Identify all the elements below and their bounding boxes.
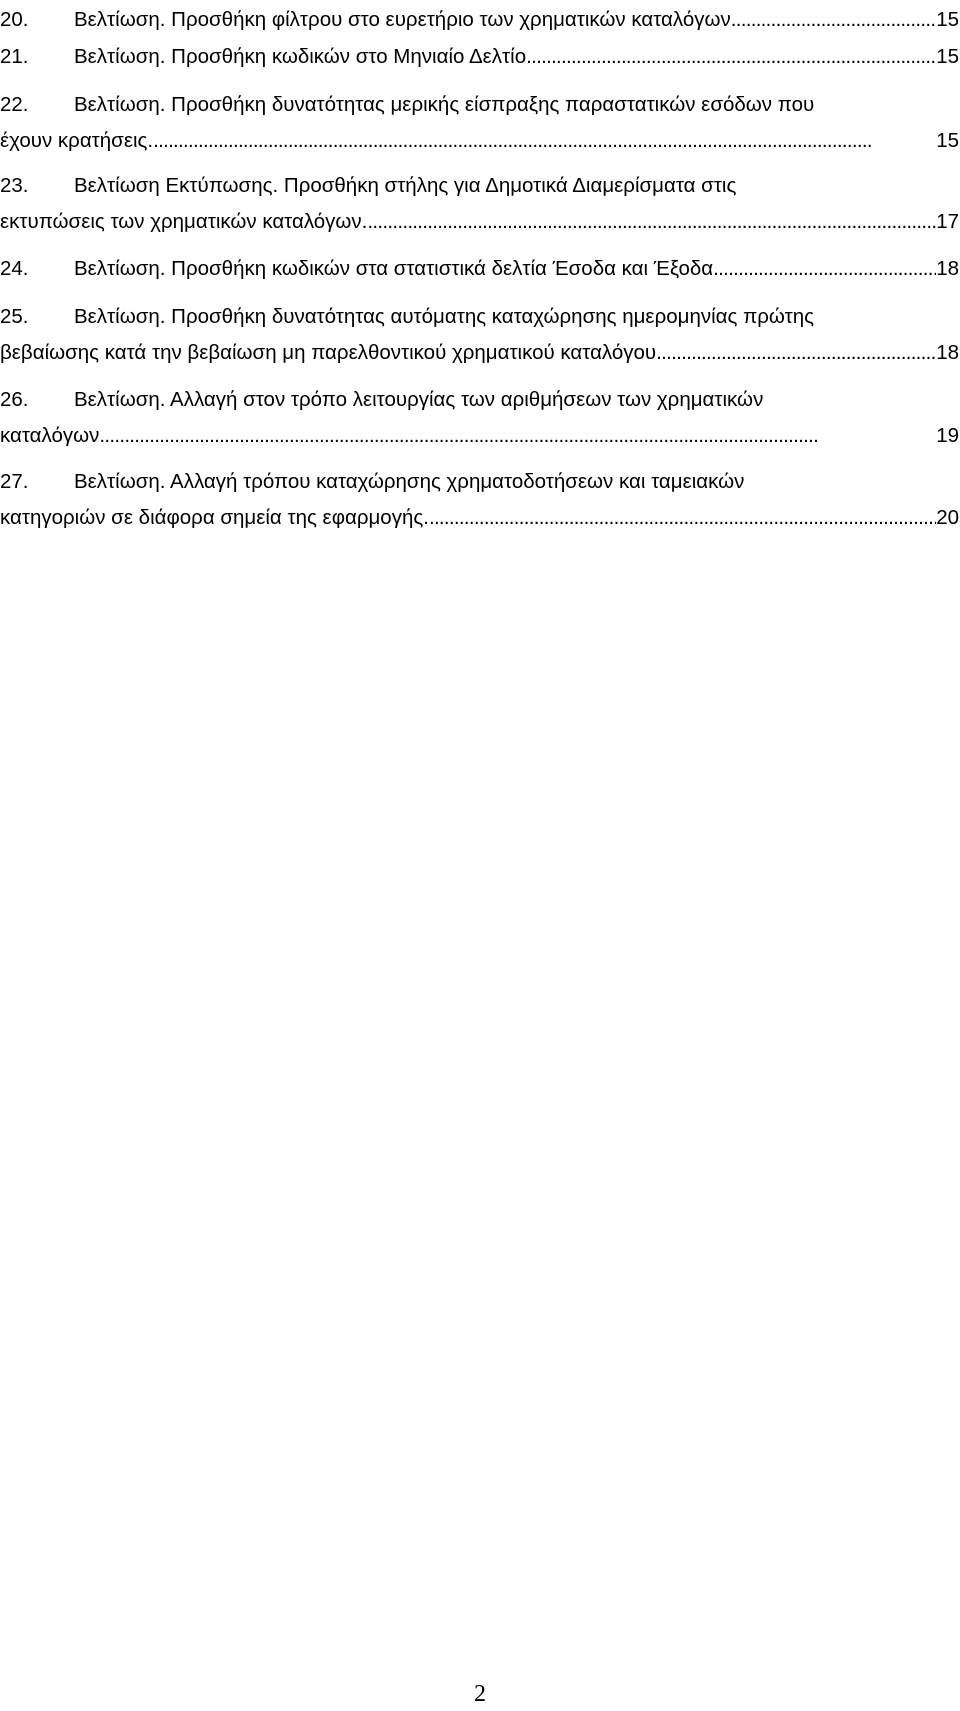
- toc-entry-line: [0, 202, 960, 242]
- toc-entry-line: [0, 297, 960, 337]
- toc-leader-dots: [99, 416, 936, 456]
- toc-entry-title: Βελτίωση. Προσθήκη φίλτρου στο ευρετήριο των χρηματικών καταλόγων: [74, 8, 731, 31]
- toc-entry-page: 17: [936, 210, 959, 233]
- toc-leader-dots: [153, 121, 936, 161]
- toc-entry-title: Βελτίωση. Προσθήκη κωδικών στο Μηνιαίο Δελτίο: [74, 45, 527, 68]
- toc-entry-title: Βελτίωση. Προσθήκη κωδικών στα στατιστικά δελτία Έσοδα και Έξοδα: [74, 257, 714, 280]
- toc-entry-title-cont: βεβαίωσης κατά την βεβαίωση μη παρελθοντικού χρηματικού καταλόγου: [0, 341, 657, 364]
- toc-entry-line: [0, 462, 960, 502]
- toc-entry-number: 23.: [0, 174, 29, 197]
- page-number: 2: [474, 1681, 486, 1707]
- toc-entry-line: [0, 85, 960, 125]
- toc-entry-number: 21.: [0, 45, 29, 68]
- toc-entry-number: 20.: [0, 8, 29, 31]
- toc-leader-dots: [713, 249, 936, 289]
- toc-entry-line: [0, 0, 960, 40]
- toc-entry-number: 24.: [0, 257, 29, 280]
- toc-entry-page: 18: [936, 341, 959, 364]
- toc-entry-line: [0, 166, 960, 206]
- toc-entry-title: Βελτίωση. Αλλαγή τρόπου καταχώρησης χρηματοδοτήσεων και ταμειακών: [74, 470, 745, 493]
- toc-entry-line: [0, 498, 960, 538]
- toc-entry-title: Βελτίωση. Προσθήκη δυνατότητας μερικής είσπραξης παραστατικών εσόδων που: [74, 93, 815, 116]
- toc-entry-page: 19: [936, 424, 959, 447]
- toc-entry-number: 25.: [0, 305, 29, 328]
- toc-entry-page: 15: [936, 45, 959, 68]
- toc-entry-page: 15: [936, 8, 959, 31]
- toc-entry-title-cont: έχουν κρατήσεις.: [0, 129, 154, 152]
- toc-entry-line: [0, 333, 960, 373]
- toc-entry-line: [0, 121, 960, 161]
- toc-entry-number: 22.: [0, 93, 29, 116]
- toc-entry-line: [0, 37, 960, 77]
- toc-entry-number: 26.: [0, 388, 29, 411]
- toc-entry-page: 18: [936, 257, 959, 280]
- toc-leader-dots: [656, 333, 936, 373]
- toc-entry-line: [0, 249, 960, 289]
- toc-entry-number: 27.: [0, 470, 29, 493]
- toc-entry-title-cont: κατηγοριών σε διάφορα σημεία της εφαρμογής.: [0, 506, 429, 529]
- toc-leader-dots: [526, 37, 936, 77]
- toc-leader-dots: [367, 202, 936, 242]
- toc-entry-page: 20: [936, 506, 959, 529]
- toc-leader-dots: [429, 498, 936, 538]
- toc-entry-line: [0, 380, 960, 420]
- toc-entry-title: Βελτίωση. Αλλαγή στον τρόπο λειτουργίας των αριθμήσεων των χρηματικών: [74, 388, 764, 411]
- toc-entry-title: Βελτίωση Εκτύπωσης. Προσθήκη στήλης για Δημοτικά Διαμερίσματα στις: [74, 174, 737, 197]
- toc-entry-page: 15: [936, 129, 959, 152]
- toc-entry-line: [0, 416, 960, 456]
- toc-entry-title-cont: εκτυπώσεις των χρηματικών καταλόγων.: [0, 210, 368, 233]
- toc-leader-dots: [731, 0, 936, 40]
- toc-entry-title-cont: καταλόγων: [0, 424, 100, 447]
- toc-entry-title: Βελτίωση. Προσθήκη δυνατότητας αυτόματης καταχώρησης ημερομηνίας πρώτης: [74, 305, 814, 328]
